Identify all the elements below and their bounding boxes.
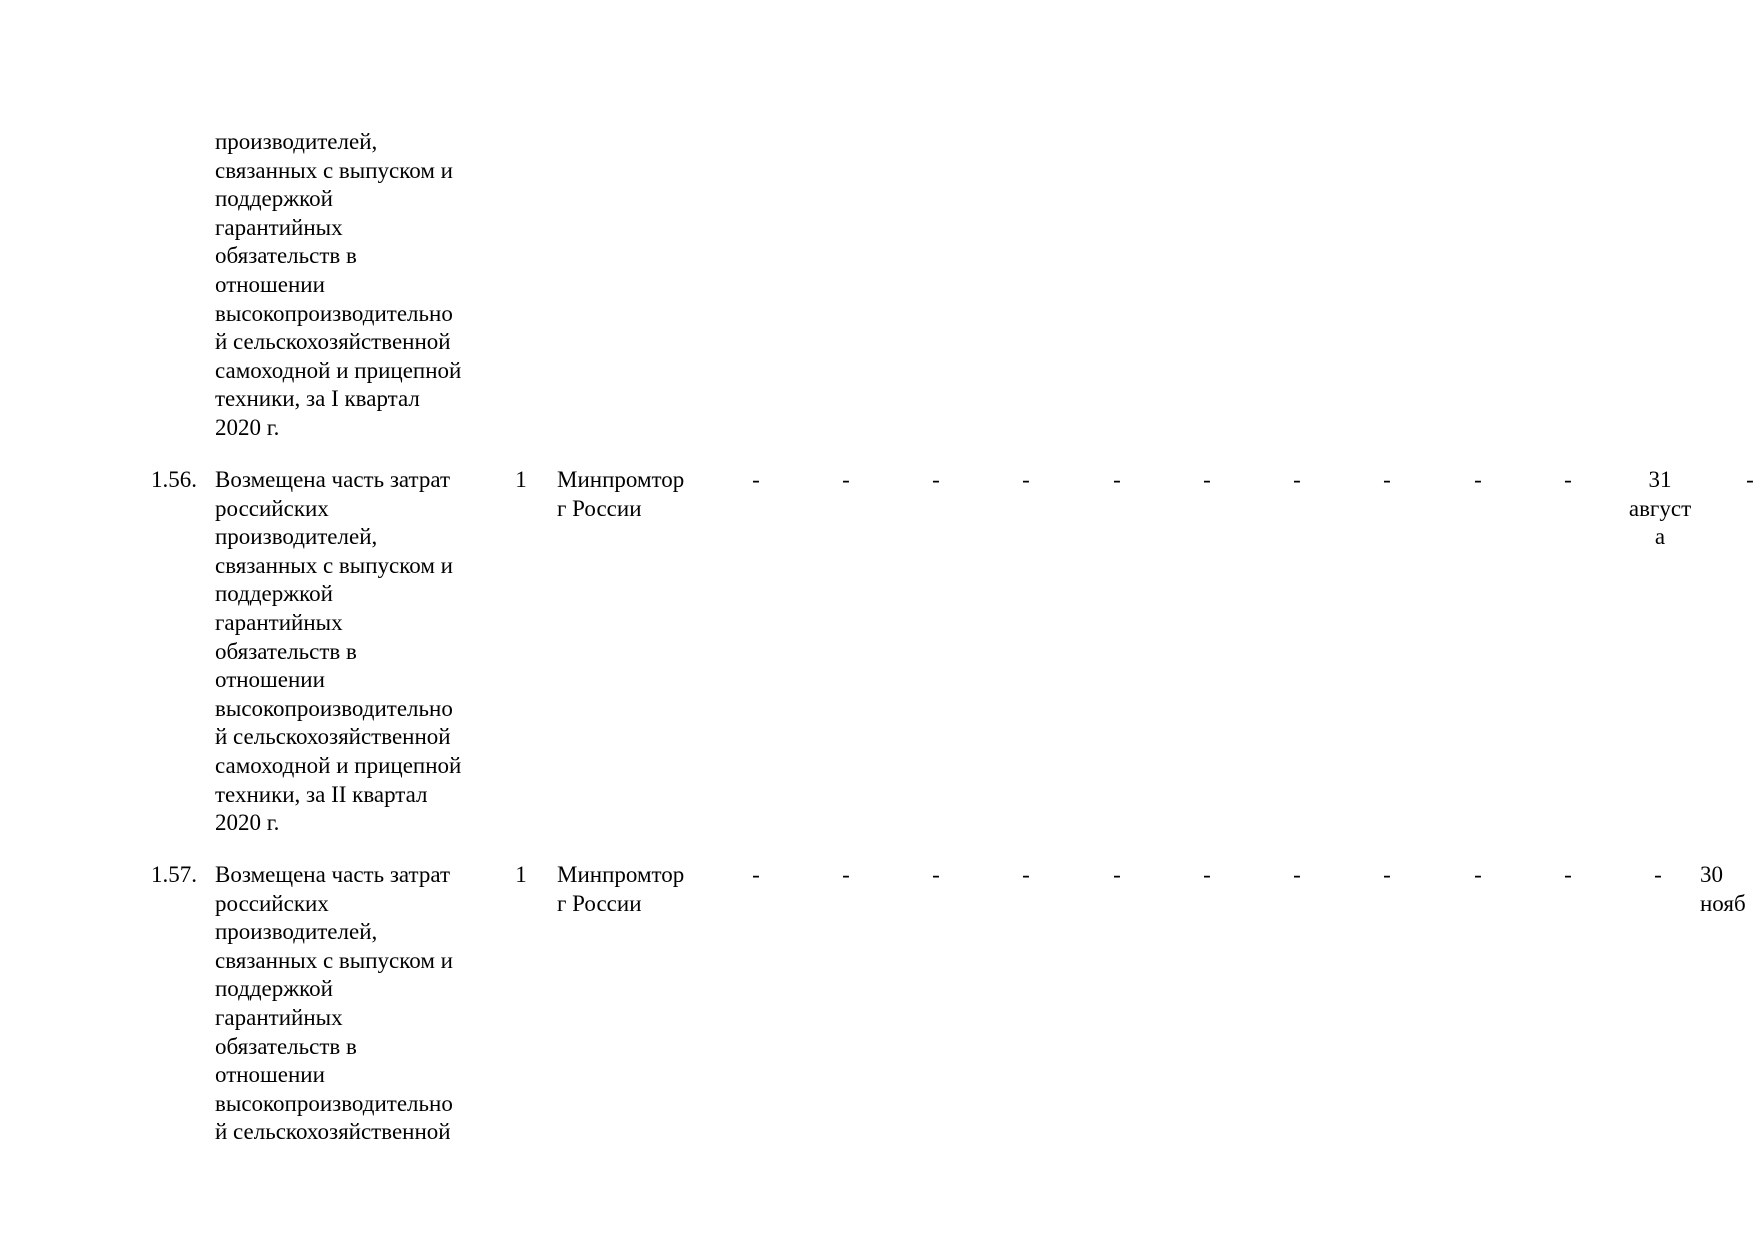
month-value: - [1746,467,1754,492]
month-value: - [1474,467,1482,492]
month-value: - [1654,862,1662,887]
month-value: - [1564,862,1572,887]
month-value: - [752,862,760,887]
month-value: - [1474,862,1482,887]
month-value: - [1022,467,1030,492]
month-value: - [1203,467,1211,492]
month-value: - [932,467,940,492]
month-value: - [752,467,760,492]
month-value: - [1293,862,1301,887]
month-value: - [1113,467,1121,492]
month-value: - [932,862,940,887]
month-value: - [1564,467,1572,492]
month-value: - [1383,467,1391,492]
month-value: - [1383,862,1391,887]
month-value: - [1113,862,1121,887]
row-description: Возмещена часть затрат российских производителей, связанных с выпуском и поддержкой гарантийных обязательств в отношении высокопроизводительно й сельскохозяйственной [215,862,453,1145]
deadline-date: 30 нояб [1700,862,1746,916]
month-value: - [1022,862,1030,887]
month-value: - [1293,467,1301,492]
row-number: 1.56. [151,467,197,492]
month-value: - [1203,862,1211,887]
month-value: - [842,862,850,887]
row-responsible: Минпромтор г России [557,467,685,521]
row-quantity: 1 [515,467,527,492]
row-quantity: 1 [515,862,527,887]
row-responsible: Минпромтор г России [557,862,685,916]
month-value: - [842,467,850,492]
deadline-date: 31 август а [1628,467,1692,550]
row-number: 1.57. [151,862,197,887]
row-description: Возмещена часть затрат российских производителей, связанных с выпуском и поддержкой гарантийных обязательств в отношении высокопроизводительно й сельскохозяйственной самоходной и прицепной техники, за II квартал 2020 г. [215,467,462,836]
carryover-description: производителей, связанных с выпуском и поддержкой гарантийных обязательств в отношении высокопроизводительно й сельскохозяйственной самоходной и прицепной техники, за I квартал 2020 г. [215,129,462,440]
